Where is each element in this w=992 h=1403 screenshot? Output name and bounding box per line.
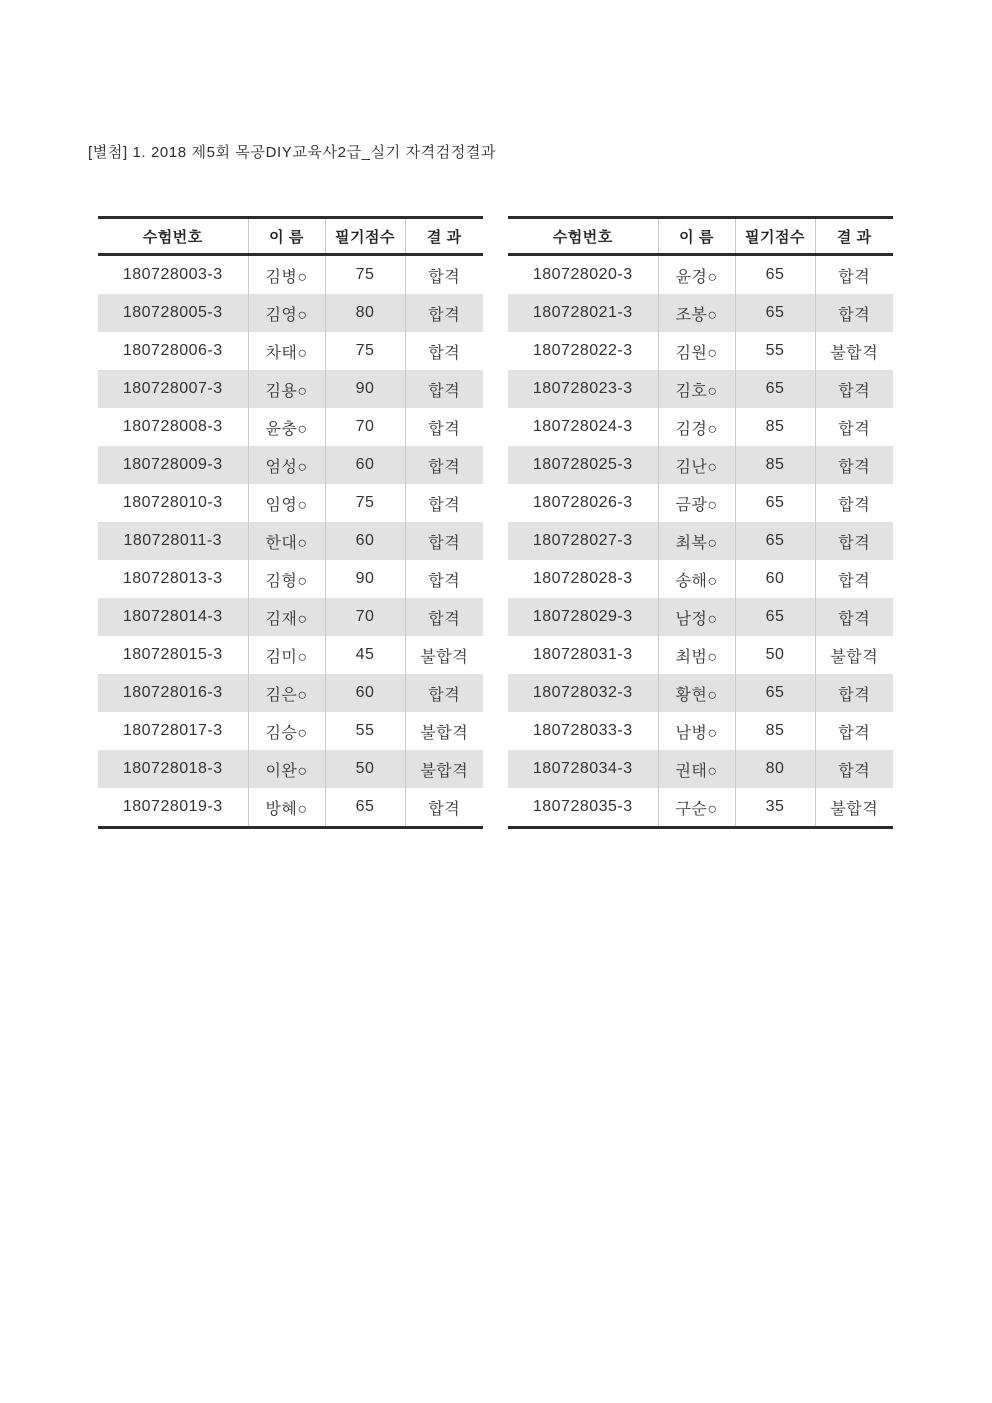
exam-number-cell: 180728024-3 <box>532 418 633 435</box>
table-row <box>508 408 893 446</box>
table-row <box>98 636 483 674</box>
written-score-cell: 60 <box>735 560 815 598</box>
name-cell: 김원○ <box>658 332 735 370</box>
result-cell: 합격 <box>815 408 893 446</box>
exam-number-cell: 180728028-3 <box>532 570 633 587</box>
table-row <box>508 294 893 332</box>
result-cell: 불합격 <box>815 788 893 828</box>
exam-number-cell: 180728027-3 <box>532 532 633 549</box>
header-row <box>508 218 893 255</box>
written-score-cell: 65 <box>735 294 815 332</box>
written-score-cell: 45 <box>325 636 405 674</box>
result-cell: 합격 <box>405 788 483 828</box>
written-score-cell: 55 <box>325 712 405 750</box>
exam-number-cell: 180728029-3 <box>532 608 633 625</box>
written-score-cell: 80 <box>325 294 405 332</box>
exam-number-cell: 180728026-3 <box>532 494 633 511</box>
result-cell: 합격 <box>405 332 483 370</box>
name-cell: 김호○ <box>658 370 735 408</box>
written-score-cell: 65 <box>735 484 815 522</box>
name-cell: 조봉○ <box>658 294 735 332</box>
table-row <box>98 484 483 522</box>
column-header-written-score-cell: 필기점수 <box>325 218 405 255</box>
result-cell: 합격 <box>815 446 893 484</box>
exam-number-cell: 180728013-3 <box>122 570 223 587</box>
result-cell: 합격 <box>815 750 893 788</box>
table-row <box>508 446 893 484</box>
result-cell: 합격 <box>405 294 483 332</box>
exam-number-cell: 180728025-3 <box>532 456 633 473</box>
name-cell: 김난○ <box>658 446 735 484</box>
result-cell: 합격 <box>815 294 893 332</box>
written-score-cell: 90 <box>325 560 405 598</box>
written-score-cell: 75 <box>325 332 405 370</box>
header-row <box>98 218 483 255</box>
table-row <box>508 332 893 370</box>
result-cell: 불합격 <box>405 750 483 788</box>
result-cell: 합격 <box>405 560 483 598</box>
result-cell: 불합격 <box>815 332 893 370</box>
result-cell: 합격 <box>815 560 893 598</box>
table-row <box>98 712 483 750</box>
written-score-cell: 50 <box>325 750 405 788</box>
result-cell: 합격 <box>405 446 483 484</box>
written-score-cell: 85 <box>735 712 815 750</box>
column-header-name-cell: 이 름 <box>248 218 325 255</box>
result-cell: 합격 <box>405 674 483 712</box>
written-score-cell: 65 <box>735 674 815 712</box>
written-score-cell: 55 <box>735 332 815 370</box>
result-cell: 합격 <box>815 674 893 712</box>
name-cell: 한대○ <box>248 522 325 560</box>
name-cell: 방혜○ <box>248 788 325 828</box>
written-score-cell: 85 <box>735 408 815 446</box>
page-title: [별첨] 1. 2018 제5회 목공DIY교육사2급_실기 자격검정결과 <box>88 144 497 161</box>
result-cell: 합격 <box>815 522 893 560</box>
name-cell: 권태○ <box>658 750 735 788</box>
exam-number-cell: 180728014-3 <box>122 608 223 625</box>
name-cell: 송해○ <box>658 560 735 598</box>
written-score-cell: 70 <box>325 408 405 446</box>
written-score-cell: 80 <box>735 750 815 788</box>
table-row <box>98 598 483 636</box>
result-cell: 합격 <box>405 408 483 446</box>
results-table-left <box>98 216 483 829</box>
name-cell: 김영○ <box>248 294 325 332</box>
exam-number-cell: 180728011-3 <box>123 532 223 549</box>
written-score-cell: 65 <box>735 370 815 408</box>
table-row <box>508 598 893 636</box>
result-cell: 합격 <box>815 598 893 636</box>
table-row <box>98 408 483 446</box>
name-cell: 윤경○ <box>658 255 735 295</box>
result-cell: 불합격 <box>815 636 893 674</box>
table-row <box>98 750 483 788</box>
name-cell: 남정○ <box>658 598 735 636</box>
exam-number-cell: 180728020-3 <box>532 266 633 283</box>
name-cell: 엄성○ <box>248 446 325 484</box>
name-cell: 남병○ <box>658 712 735 750</box>
table-row <box>98 674 483 712</box>
exam-number-cell: 180728016-3 <box>122 684 223 701</box>
table-row <box>508 370 893 408</box>
table-row <box>508 560 893 598</box>
name-cell: 최복○ <box>658 522 735 560</box>
table-row <box>508 522 893 560</box>
table-row <box>98 560 483 598</box>
exam-number-cell: 180728023-3 <box>532 380 633 397</box>
table-row <box>98 370 483 408</box>
table-row <box>98 522 483 560</box>
result-cell: 합격 <box>405 255 483 295</box>
name-cell: 이완○ <box>248 750 325 788</box>
results-tables-container <box>98 216 893 829</box>
table-row <box>508 255 893 295</box>
exam-number-cell: 180728003-3 <box>122 266 223 283</box>
result-cell: 합격 <box>815 712 893 750</box>
exam-number-cell: 180728021-3 <box>532 304 633 321</box>
written-score-cell: 65 <box>325 788 405 828</box>
written-score-cell: 75 <box>325 255 405 295</box>
exam-number-cell: 180728022-3 <box>532 342 633 359</box>
exam-number-cell: 180728010-3 <box>122 494 223 511</box>
exam-number-cell: 180728032-3 <box>532 684 633 701</box>
name-cell: 금광○ <box>658 484 735 522</box>
written-score-cell: 60 <box>325 674 405 712</box>
name-cell: 김병○ <box>248 255 325 295</box>
written-score-cell: 65 <box>735 522 815 560</box>
exam-number-cell: 180728034-3 <box>532 760 633 777</box>
exam-number-cell: 180728019-3 <box>122 798 223 815</box>
result-cell: 불합격 <box>405 636 483 674</box>
table-row <box>98 446 483 484</box>
results-table-right <box>508 216 893 829</box>
name-cell: 김은○ <box>248 674 325 712</box>
table-row <box>98 332 483 370</box>
written-score-cell: 65 <box>735 255 815 295</box>
column-header-exam-number-cell: 수험번호 <box>98 218 248 255</box>
column-header-result-cell: 결 과 <box>815 218 893 255</box>
exam-number-cell: 180728018-3 <box>122 760 223 777</box>
column-header-written-score-cell: 필기점수 <box>735 218 815 255</box>
written-score-cell: 50 <box>735 636 815 674</box>
name-cell: 김용○ <box>248 370 325 408</box>
name-cell: 김형○ <box>248 560 325 598</box>
written-score-cell: 75 <box>325 484 405 522</box>
column-header-result-cell: 결 과 <box>405 218 483 255</box>
result-cell: 합격 <box>815 370 893 408</box>
exam-number-cell: 180728031-3 <box>532 646 633 663</box>
result-cell: 합격 <box>405 598 483 636</box>
table-row <box>98 294 483 332</box>
result-cell: 합격 <box>815 255 893 295</box>
table-row <box>508 712 893 750</box>
table-row <box>508 484 893 522</box>
table-row <box>98 788 483 828</box>
table-row <box>508 636 893 674</box>
name-cell: 김경○ <box>658 408 735 446</box>
result-cell: 합격 <box>815 484 893 522</box>
name-cell: 김재○ <box>248 598 325 636</box>
written-score-cell: 90 <box>325 370 405 408</box>
name-cell: 최범○ <box>658 636 735 674</box>
column-header-name-cell: 이 름 <box>658 218 735 255</box>
exam-number-cell: 180728033-3 <box>532 722 633 739</box>
result-cell: 합격 <box>405 484 483 522</box>
column-header-exam-number-cell: 수험번호 <box>508 218 658 255</box>
name-cell: 구순○ <box>658 788 735 828</box>
exam-number-cell: 180728008-3 <box>122 418 223 435</box>
name-cell: 김미○ <box>248 636 325 674</box>
name-cell: 차태○ <box>248 332 325 370</box>
written-score-cell: 60 <box>325 522 405 560</box>
exam-number-cell: 180728009-3 <box>122 456 223 473</box>
name-cell: 김승○ <box>248 712 325 750</box>
written-score-cell: 65 <box>735 598 815 636</box>
exam-number-cell: 180728015-3 <box>122 646 223 663</box>
table-row <box>508 674 893 712</box>
name-cell: 윤충○ <box>248 408 325 446</box>
table-row <box>508 750 893 788</box>
exam-number-cell: 180728007-3 <box>122 380 223 397</box>
table-row <box>508 788 893 828</box>
result-cell: 합격 <box>405 370 483 408</box>
written-score-cell: 85 <box>735 446 815 484</box>
exam-number-cell: 180728006-3 <box>122 342 223 359</box>
table-row <box>98 255 483 295</box>
exam-number-cell: 180728017-3 <box>122 722 223 739</box>
result-cell: 합격 <box>405 522 483 560</box>
name-cell: 황현○ <box>658 674 735 712</box>
written-score-cell: 35 <box>735 788 815 828</box>
written-score-cell: 70 <box>325 598 405 636</box>
exam-number-cell: 180728005-3 <box>122 304 223 321</box>
name-cell: 임영○ <box>248 484 325 522</box>
result-cell: 불합격 <box>405 712 483 750</box>
written-score-cell: 60 <box>325 446 405 484</box>
exam-number-cell: 180728035-3 <box>532 798 633 815</box>
